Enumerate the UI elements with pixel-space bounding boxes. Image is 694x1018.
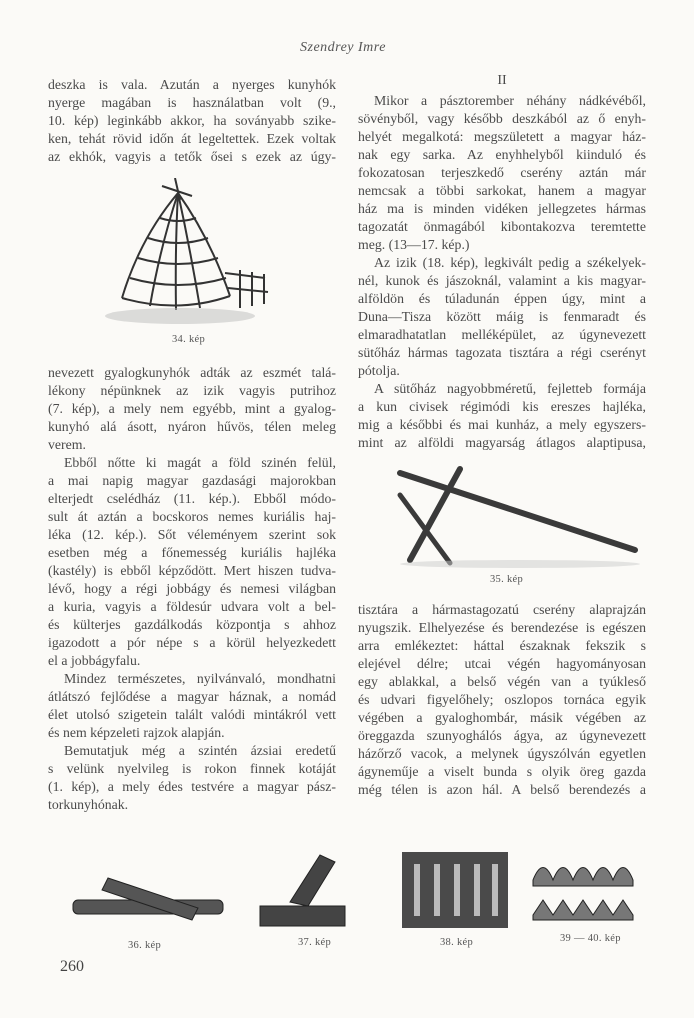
text-line: a mai napig magyar gazdasági majorokban xyxy=(48,473,336,488)
figure-37-caption: 37. kép xyxy=(298,937,332,948)
text-line: ágyneműje a viselt bunda s olyik öreg gazda xyxy=(358,764,646,779)
text-line: tagozatát önmagából kibontakozva teremtette xyxy=(358,219,646,234)
text-line: (7. kép), a mely nem egyébb, mint a gyalog- xyxy=(48,401,336,416)
paragraph xyxy=(358,380,646,452)
text-line: pótolja. xyxy=(358,363,400,378)
paragraph xyxy=(48,454,336,670)
text-line: nyugszik. Elhelyezése és berendezése is egészen xyxy=(358,620,646,635)
hut-frame-illustration xyxy=(100,178,270,328)
text-line: és külterjes gazdálkodás központja s ahhoz xyxy=(48,617,336,632)
text-line: léka (12. kép.). Sőt véleményem szerint sok xyxy=(48,527,336,542)
figure-35-caption: 35. kép xyxy=(490,574,524,585)
carved-panel-illustration xyxy=(400,850,510,930)
text-line: Mindez természetes, nyilvánvaló, mondhatni xyxy=(64,671,336,686)
text-line: nevezett gyalogkunyhók adták az eszmét talá- xyxy=(48,365,336,380)
text-line: Mikor a pásztorember néhány nádkévéből, xyxy=(374,93,646,108)
text-line: élet utolsó szigetein talált valódi mintákról vett xyxy=(48,707,336,722)
paragraph xyxy=(358,92,646,254)
text-line: nyerge magában is használatban volt (9., xyxy=(48,95,336,110)
right-column-top-wrap xyxy=(358,70,646,452)
ornament-strips-illustration xyxy=(528,850,638,930)
left-column-top xyxy=(48,76,336,166)
text-line: ken, tehát rövid időn át legeltettek. Ezek voltak xyxy=(48,131,336,146)
figure-39-40-caption: 39 — 40. kép xyxy=(560,933,621,944)
text-line: öreggazda szunyoghálós ágya, az úgynevezett xyxy=(358,728,646,743)
text-line: sult át aztán a bocskoros nemes kuriális haj- xyxy=(48,509,336,524)
text-line: elterjedt cselédház (11. kép.). Ebből módo- xyxy=(48,491,336,506)
figure-38-caption: 38. kép xyxy=(440,937,474,948)
text-line: és nem képzeleti rajzok alapján. xyxy=(48,725,225,740)
text-line: meg. (13—17. kép.) xyxy=(358,237,470,252)
text-line: 10. kép) leginkább akkor, ha soványabb szike- xyxy=(48,113,336,128)
text-line: s velünk nyelvileg is rokon finnek kotáját xyxy=(48,761,336,776)
figure-34-hut-frame xyxy=(100,178,270,328)
left-column-main xyxy=(48,364,336,814)
section-numeral: II xyxy=(497,73,507,88)
figure-35-crossed-poles xyxy=(390,465,650,570)
text-line: lévő, hogy a régi jobbágy és nemesi világban xyxy=(48,581,336,596)
text-line: el a jobbágyfalu. xyxy=(48,653,141,668)
text-line: esetben még a főnemesség kuriális hajléka xyxy=(48,545,336,560)
text-line: a kuria, vagyis a földesúr udvara volt a bel- xyxy=(48,599,336,614)
text-line: verem. xyxy=(48,437,86,452)
figure-37-mortise-joint xyxy=(250,850,350,932)
crossed-poles-illustration xyxy=(390,465,650,570)
text-line: elejével délre; utcai végén hagyományosan xyxy=(358,656,646,671)
timber-joint-illustration xyxy=(68,870,228,930)
text-line: fokozatosan terjeszkedő cserény aztán már xyxy=(358,165,646,180)
text-line: sütőház hármas tagozata tisztára a régi cserényt xyxy=(358,345,646,360)
text-line: egy ablakkal, a belső végén van a tyúkleső xyxy=(358,674,646,689)
text-line: elmaradhatatlan melléképület, az úgynevezett xyxy=(358,327,646,342)
paragraph xyxy=(48,364,336,454)
figure-38-carved-panel xyxy=(400,850,510,930)
text-line: végében a gyaloghombár, másik végében az xyxy=(358,710,646,725)
text-line: arra emlékeztet: háttal északnak fekszik s xyxy=(358,638,646,653)
text-line: deszka is vala. Azután a nyerges kunyhók xyxy=(48,77,336,92)
text-line: átlátszó fejlődése a magyar háznak, a nomád xyxy=(48,689,336,704)
text-line: helyét megalkotá: megszületett a magyar ház- xyxy=(358,129,646,144)
text-line: lékony népünknek az izik vagyis putrihoz xyxy=(48,383,336,398)
text-line: nél, kunok és jászoknál, valamint a kis magyar- xyxy=(358,273,646,288)
figure-36-timber-joint xyxy=(68,870,228,930)
text-line: igazodott a pór népe s a körül helyezkedett xyxy=(48,635,336,650)
text-line: kunyhó alá ásott, nyáron hűvös, télen meleg xyxy=(48,419,336,434)
text-line: még télen is azon hál. A belső berendezés a xyxy=(358,782,646,797)
text-line: torkunyhónak. xyxy=(48,797,129,812)
text-line: tisztára a hármastagozatú cserény alaprajzán xyxy=(358,602,646,617)
text-line: Duna—Tisza között máig is fenmaradt és xyxy=(358,309,646,324)
text-line: mint az alföldi magyarság átlagos alaptipusa, xyxy=(358,435,646,450)
text-line: nemcsak a többi sarkokat, hanem a magyar xyxy=(358,183,646,198)
figure-39-40-ornaments xyxy=(528,850,638,930)
text-line: A sütőház nagyobbméretű, fejletteb formája xyxy=(374,381,646,396)
text-line: (kastély) is ebből képződött. Mert hiszen tudva- xyxy=(48,563,336,578)
text-line: (1. kép), a mely édes testvére a magyar pász- xyxy=(48,779,336,794)
text-line: Az izik (18. kép), legkivált pedig a székelyek- xyxy=(374,255,646,270)
text-line: Bemutatjuk még a szintén ázsiai eredetű xyxy=(64,743,336,758)
mortise-joint-illustration xyxy=(250,850,350,932)
right-column-top xyxy=(358,92,646,452)
text-line: a kun civisek régimódi kis ereszes hajléka, xyxy=(358,399,646,414)
right-column-bottom xyxy=(358,601,646,799)
text-line: ház ma is minden vidéken jellegzetes hármas xyxy=(358,201,646,216)
text-line: nak egy sarka. Az enyhhelyből kiinduló és xyxy=(358,147,646,162)
text-line: Ebből nőtte ki magát a föld szinén felül, xyxy=(64,455,336,470)
figure-36-caption: 36. kép xyxy=(128,940,162,951)
text-line: házőrző vacok, a melynek úgyszólván egyetlen xyxy=(358,746,646,761)
text-line: alföldön és túladunán éppen úgy, mint a xyxy=(358,291,646,306)
text-line: az ekhók, vagyis a tetők ősei s ezek az úgy- xyxy=(48,149,336,164)
paragraph xyxy=(358,254,646,380)
figure-34-caption: 34. kép xyxy=(172,334,206,345)
text-line: és udvari figyelőhely; oszlopos tornáca egyik xyxy=(358,692,646,707)
paragraph xyxy=(48,670,336,742)
running-header: Szendrey Imre xyxy=(300,40,386,55)
paragraph xyxy=(48,742,336,814)
text-line: mig a későbbi és mai kunház, a mely egyszers- xyxy=(358,417,646,432)
text-line: sövényből, vagy később deszkából az ő enyh- xyxy=(358,111,646,126)
page-number: 260 xyxy=(60,958,84,975)
